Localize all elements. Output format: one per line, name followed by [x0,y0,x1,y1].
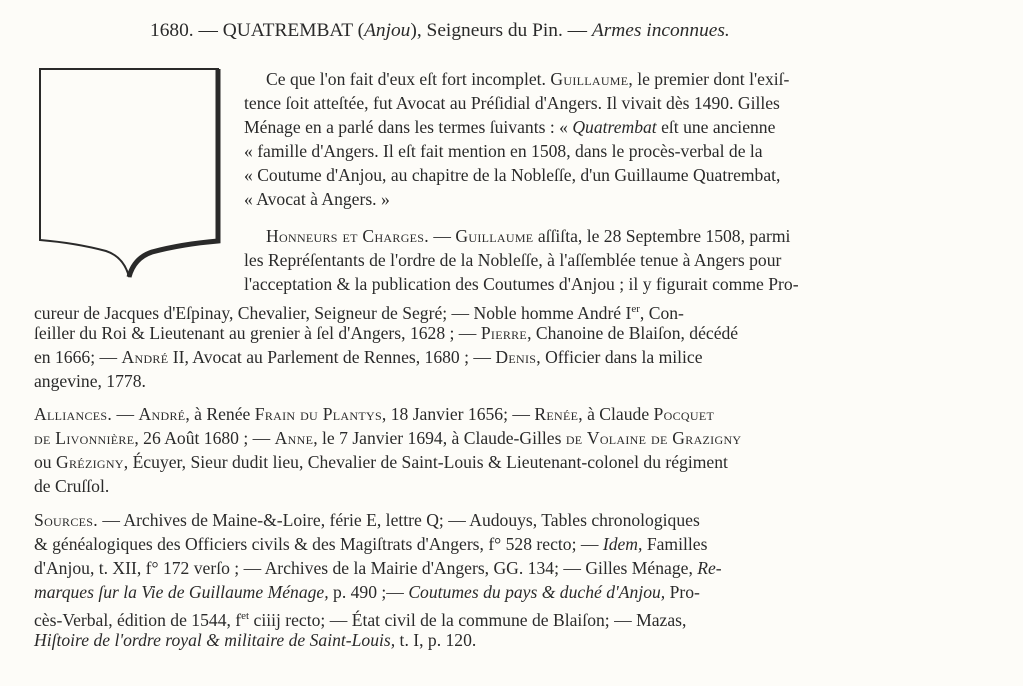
intro-line-5: « Coutume d'Anjou, au chapitre de la Nobleſſe, d'un Guillaume Quatrembat, [244,165,781,185]
sources-line-6: Hiſtoire de l'ordre royal & militaire de Saint-Louis, t. I, p. 120. [34,630,477,650]
honneurs-line-3: l'acceptation & la publication des Coutumes d'Anjou ; il y figurait comme Pro- [244,274,799,294]
alliances-line-2: de Livonnière, 26 Août 1680 ; — Anne, le 7 Janvier 1694, à Claude-Gilles de Volaine de Grazigny [34,428,742,448]
entry-heading: 1680. — QUATREMBAT (Anjou), Seigneurs du Pin. — Armes inconnues. [150,20,730,41]
sources-line-4: marques ſur la Vie de Guillaume Ménage, p. 490 ;— Coutumes du pays & duché d'Anjou, Pro- [34,582,700,602]
honneurs-line-7: angevine, 1778. [34,371,146,391]
intro-line-4: « famille d'Angers. Il eſt fait mention en 1508, dans le procès-verbal de la [244,141,763,161]
section-label: Honneurs et Charges. [266,226,429,246]
intro-line-2: tence ſoit atteſtée, fut Avocat au Préſidial d'Angers. Il vivait dès 1490. Gilles [244,93,780,113]
blank-shield-icon [34,65,224,279]
intro-line-3: Ménage en a parlé dans les termes ſuivants : « Quatrembat eſt une ancienne [244,117,776,137]
honneurs-line-5: ſeiller du Roi & Lieutenant au grenier à ſel d'Angers, 1628 ; — Pierre, Chanoine de Blaiſon, décédé [34,323,739,343]
honneurs-line-4: cureur de Jacques d'Eſpinay, Chevalier, Seigneur de Segré; — Noble homme André Ier, Con- [34,302,684,323]
sources-line-5: cès-Verbal, édition de 1544, $f^{et}$ ciiij recto; — État civil de la commune de Blaiſon; — Mazas, [34,609,687,630]
section-label: Sources. [34,510,98,530]
section-label: Alliances. [34,404,113,424]
intro-line-6: « Avocat à Angers. » [244,189,390,209]
alliances-line-4: de Cruſſol. [34,476,110,496]
region: Anjou [364,20,411,41]
arms-note: Armes inconnues. [591,20,730,41]
sources-line-3: d'Anjou, t. XII, f° 172 verſo ; — Archives de la Mairie d'Angers, GG. 134; — Gilles Ménage, Re- [34,558,722,578]
sources-line-1: Sources. — Archives de Maine-&-Loire, férie E, lettre Q; — Audouys, Tables chronologiques [34,510,700,530]
alliances-line-1: Alliances. — André, à Renée Frain du Plantys, 18 Janvier 1656; — Renée, à Claude Pocquet [34,404,715,424]
entry-number: 1680. [150,20,194,41]
intro-line-1: Ce que l'on fait d'eux eſt fort incomplet. Guillaume, le premier dont l'exiſ- [266,69,790,89]
honneurs-line-6: en 1666; — André II, Avocat au Parlement de Rennes, 1680 ; — Denis, Officier dans la milice [34,347,703,367]
honneurs-line-2: les Repréſentants de l'ordre de la Nobleſſe, à l'aſſemblée tenue à Angers pour [244,250,782,270]
family-name: QUATREMBAT [222,20,353,41]
honneurs-line-1: Honneurs et Charges. — Guillaume aſſiſta, le 28 Septembre 1508, parmi [266,226,791,246]
sources-line-2: & généalogiques des Officiers civils & des Magiſtrats d'Angers, f° 528 recto; — Idem, Familles [34,534,708,554]
alliances-line-3: ou Grézigny, Écuyer, Sieur dudit lieu, Chevalier de Saint-Louis & Lieutenant-colonel du régiment [34,452,728,472]
